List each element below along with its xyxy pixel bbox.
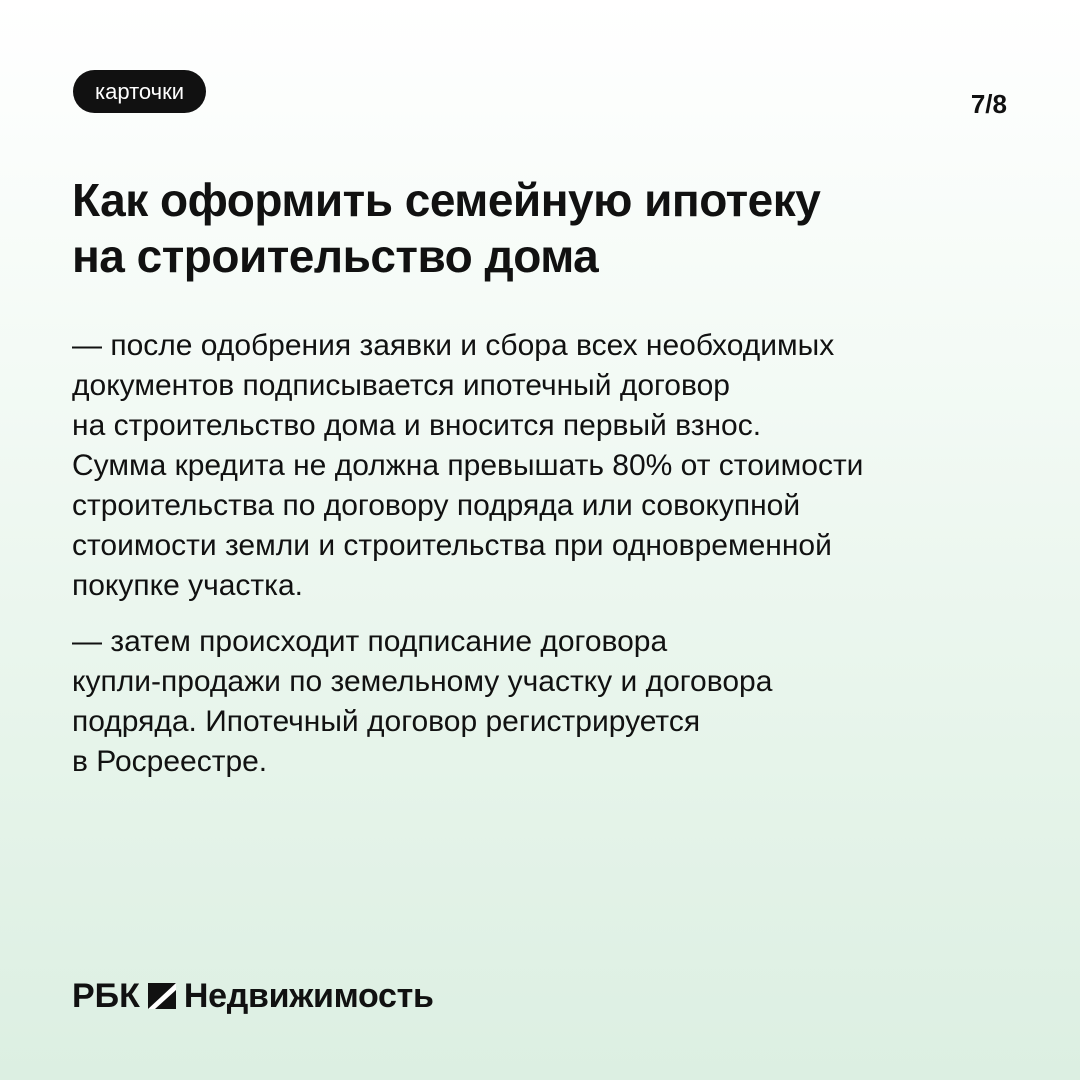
page-counter: 7/8 (970, 89, 1007, 119)
paragraph-step-1 (72, 326, 1032, 606)
paragraph-line: — после одобрения заявки и сбора всех необходимых (72, 329, 835, 362)
paragraph-step-2 (72, 622, 1032, 782)
paragraph-line: стоимости земли и строительства при одновременной (72, 529, 832, 562)
card-title-line: Как оформить семейную ипотеку (72, 174, 821, 226)
category-tag: карточки (73, 70, 206, 113)
paragraph-line: подряда. Ипотечный договор регистрируется (72, 705, 701, 738)
paragraph-line: на строительство дома и вносится первый взнос. (72, 409, 762, 442)
paragraph-line: документов подписывается ипотечный договор (72, 369, 730, 402)
rbc-realty-logo (72, 974, 434, 1018)
paragraph-line: в Росреестре. (72, 745, 268, 778)
card-body (72, 326, 1032, 798)
paragraph-line: строительства по договору подряда или совокупной (72, 489, 801, 522)
card-title-line: на строительство дома (72, 230, 599, 282)
paragraph-line: купли-продажи по земельному участку и договора (72, 665, 773, 698)
paragraph-line: — затем происходит подписание договора (72, 625, 668, 658)
logo-section: Недвижимость (183, 977, 434, 1015)
rbc-slash-icon (148, 981, 176, 1011)
paragraph-line: покупке участка. (72, 569, 303, 602)
card-title (72, 172, 972, 284)
logo-brand: РБК (72, 977, 140, 1015)
paragraph-line: Сумма кредита не должна превышать 80% от стоимости (72, 449, 864, 482)
